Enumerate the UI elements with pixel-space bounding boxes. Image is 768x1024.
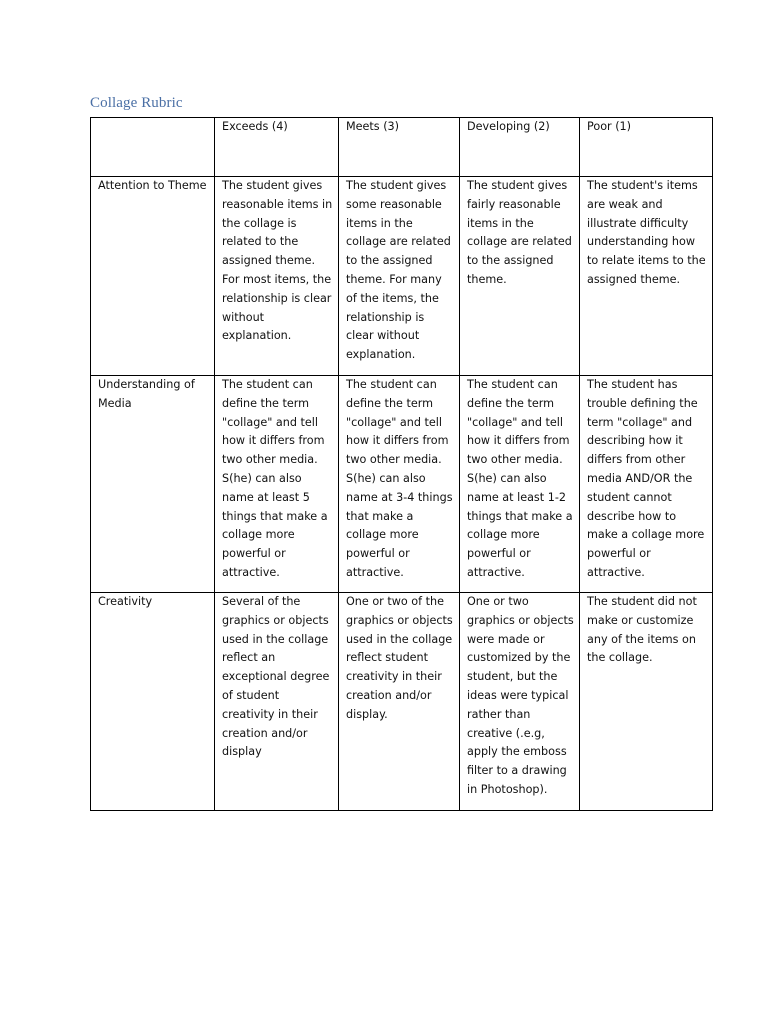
rubric-row-attention-to-theme bbox=[91, 177, 713, 376]
criterion-cell: Creativity bbox=[91, 593, 215, 811]
criterion-cell: Understanding of Media bbox=[91, 376, 215, 593]
score-cell-poor: The student has trouble defining the term "collage" and describing how it differs from other media AND/OR the student cannot describe how to make a collage more powerful or attractive. bbox=[580, 376, 713, 593]
score-cell-meets: One or two of the graphics or objects used in the collage reflect student creativity in their creation and/or display. bbox=[339, 593, 460, 811]
rubric-row-understanding-of-media bbox=[91, 376, 713, 593]
rubric-row-creativity bbox=[91, 593, 713, 811]
document-title: Collage Rubric bbox=[90, 95, 183, 111]
score-cell-exceeds: The student can define the term "collage" and tell how it differs from two other media. S(he) can also name at least 5 things that make a collage more powerful or attractive. bbox=[215, 376, 339, 593]
score-cell-meets: The student can define the term "collage" and tell how it differs from two other media. S(he) can also name at 3-4 things that make a collage more powerful or attractive. bbox=[339, 376, 460, 593]
score-cell-poor: The student's items are weak and illustrate difficulty understanding how to relate items to the assigned theme. bbox=[580, 177, 713, 376]
score-cell-exceeds: Several of the graphics or objects used in the collage reflect an exceptional degree of student creativity in their creation and/or display bbox=[215, 593, 339, 811]
header-cell-criterion bbox=[91, 118, 215, 177]
header-cell-developing: Developing (2) bbox=[460, 118, 580, 177]
rubric-table bbox=[90, 117, 713, 811]
header-cell-exceeds: Exceeds (4) bbox=[215, 118, 339, 177]
score-cell-developing: The student can define the term "collage" and tell how it differs from two other media. S(he) can also name at least 1-2 things that make a collage more powerful or attractive. bbox=[460, 376, 580, 593]
header-cell-meets: Meets (3) bbox=[339, 118, 460, 177]
score-cell-exceeds: The student gives reasonable items in the collage is related to the assigned theme. For most items, the relationship is clear without explanation. bbox=[215, 177, 339, 376]
score-cell-developing: The student gives fairly reasonable items in the collage are related to the assigned theme. bbox=[460, 177, 580, 376]
score-cell-developing: One or two graphics or objects were made or customized by the student, but the ideas were typical rather than creative (.e.g, apply the emboss filter to a drawing in Photoshop). bbox=[460, 593, 580, 811]
rubric-header-row bbox=[91, 118, 713, 177]
score-cell-poor: The student did not make or customize any of the items on the collage. bbox=[580, 593, 713, 811]
criterion-cell: Attention to Theme bbox=[91, 177, 215, 376]
score-cell-meets: The student gives some reasonable items in the collage are related to the assigned theme. For many of the items, the relationship is clear without explanation. bbox=[339, 177, 460, 376]
header-cell-poor: Poor (1) bbox=[580, 118, 713, 177]
